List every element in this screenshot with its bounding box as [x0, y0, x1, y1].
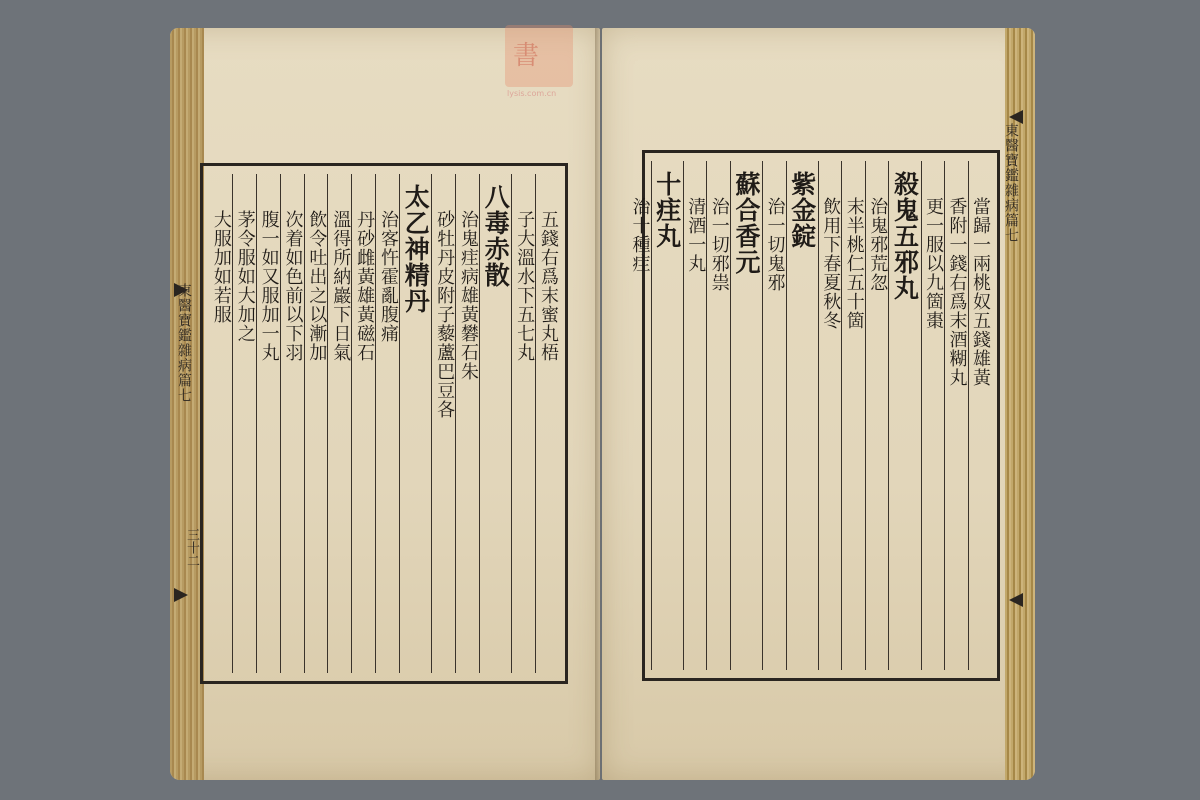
text-column: 治客忤霍亂腹痛 — [375, 174, 399, 673]
text-column: 五錢右爲末蜜丸梧 — [535, 174, 559, 673]
heading-column: 殺鬼五邪丸 — [888, 161, 920, 670]
fold-mark-icon — [1009, 593, 1023, 607]
left-margin-title: 東醫寶鑑雜病篇七 — [176, 283, 192, 403]
text-column: 治一切鬼邪 — [762, 161, 786, 670]
right-text-frame — [629, 150, 1000, 681]
heading-column: 蘇合香元 — [730, 161, 762, 670]
seal-caption: lysis.com.cn — [507, 89, 557, 98]
left-page-edge — [170, 28, 204, 780]
text-column: 治一切邪祟 — [706, 161, 730, 670]
text-column: 砂牡丹皮附子藜蘆巴豆各 — [431, 174, 455, 673]
heading-column: 十疰丸 — [651, 161, 683, 670]
right-margin-title: 東醫寶鑑雜病篇七 — [1003, 123, 1019, 243]
text-column: 飲用下春夏秋冬 — [818, 161, 842, 670]
text-column: 末半桃仁五十箇 — [841, 161, 865, 670]
heading-column: 太乙神精丹 — [399, 174, 431, 673]
text-column: 香附一錢右爲末酒糊丸 — [944, 161, 968, 670]
text-column: 飲令吐出之以漸加 — [304, 174, 328, 673]
left-page — [170, 28, 600, 780]
right-page — [602, 28, 1035, 780]
library-seal-stamp — [505, 25, 573, 98]
text-column: 當歸一兩桃奴五錢雄黃 — [968, 161, 992, 670]
text-column: 茅令服如大加之 — [232, 174, 256, 673]
text-column: 更一服以九箇棗 — [921, 161, 945, 670]
text-column: 治鬼邪荒忽 — [865, 161, 889, 670]
open-book — [170, 28, 1035, 780]
fold-mark-icon — [174, 588, 188, 602]
heading-column: 紫金錠 — [786, 161, 818, 670]
left-page-number: 三十二 — [184, 528, 199, 567]
fold-mark-icon — [1009, 110, 1023, 124]
text-column: 丹砂雌黃雄黃磁石 — [351, 174, 375, 673]
seal-text: 書 — [513, 41, 540, 71]
text-column: 治十種疰 — [629, 197, 651, 273]
text-column: 清酒一丸 — [683, 161, 707, 670]
left-text-frame — [200, 163, 568, 684]
text-column: 溫得所納巖下日氣 — [327, 174, 351, 673]
text-column: 治鬼疰病雄黃礬石朱 — [455, 174, 479, 673]
text-column: 大服加如若服 — [210, 210, 232, 324]
text-column: 次着如色前以下羽 — [280, 174, 304, 673]
heading-column: 八毒赤散 — [479, 174, 511, 673]
text-column: 腹一如又服加一丸 — [256, 174, 280, 673]
text-column: 子大溫水下五七丸 — [511, 174, 535, 673]
